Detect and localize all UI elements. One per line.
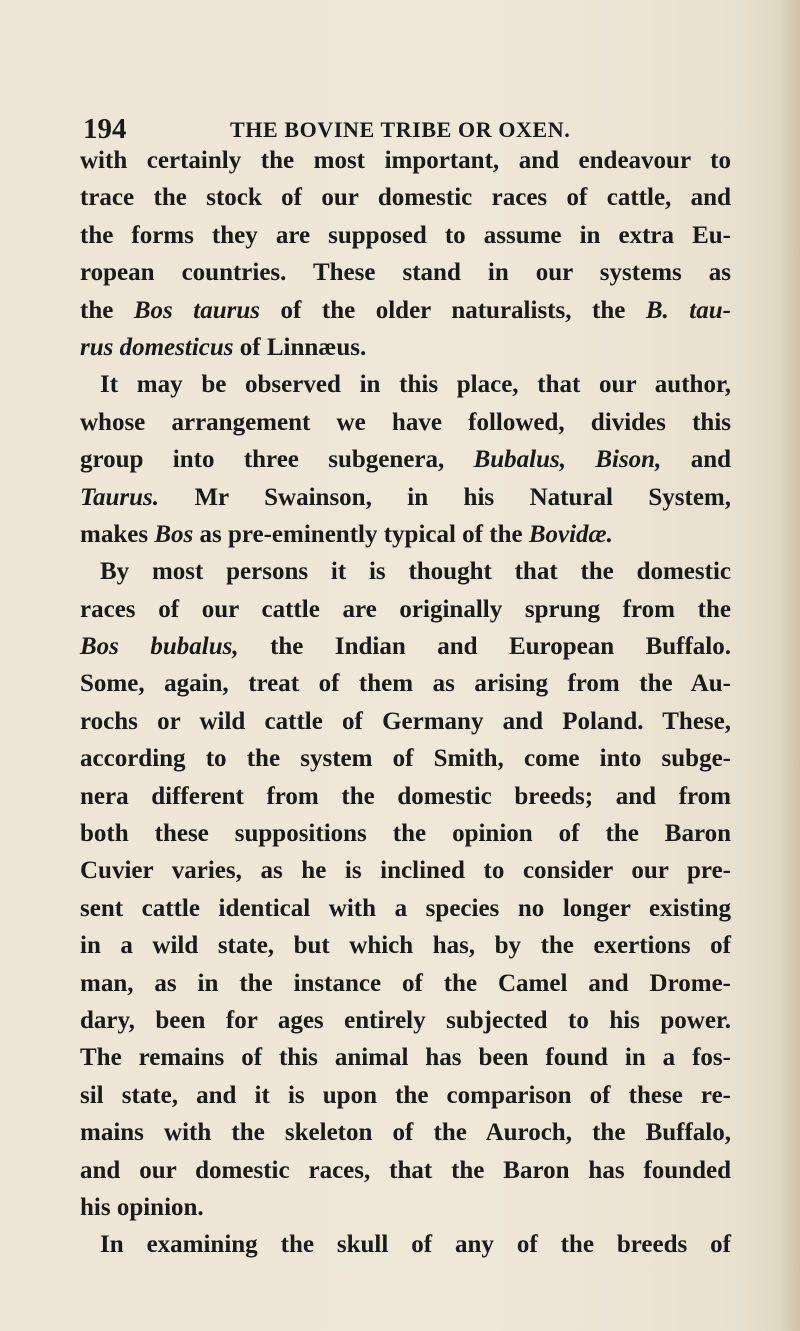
text-line: with certainly the most important, and endeavour to: [80, 147, 731, 174]
text-line: It may be observed in this place, that our author,: [100, 371, 731, 399]
text-line: in a wild state, but which has, by the exertions of: [80, 932, 731, 960]
page-number: 194: [83, 113, 127, 145]
running-title: THE BOVINE TRIBE OR OXEN.: [230, 117, 571, 142]
body-text: [80, 142, 731, 1264]
text-line: By most persons it is thought that the domestic: [100, 558, 731, 586]
text-line: races of our cattle are originally sprung from the: [80, 595, 731, 623]
text-line: nera different from the domestic breeds; and from: [80, 782, 731, 810]
text-line: sil state, and it is upon the comparison of these re-: [80, 1081, 731, 1109]
text-line: Taurus. Mr Swainson, in his Natural System,: [80, 483, 731, 511]
text-line: trace the stock of our domestic races of cattle, and: [80, 184, 731, 212]
text-line: Bos bubalus, the Indian and European Buffalo.: [80, 633, 731, 661]
page-edge-shadow: [778, 0, 800, 1331]
text-line: the forms they are supposed to assume in extra Eu-: [80, 221, 731, 249]
text-line: the Bos taurus of the older naturalists, the B. tau-: [80, 296, 731, 324]
text-line: whose arrangement we have followed, divides this: [80, 408, 731, 436]
text-line: and our domestic races, that the Baron has founded: [80, 1156, 731, 1184]
text-line: The remains of this animal has been found in a fos-: [80, 1044, 731, 1072]
text-line: ropean countries. These stand in our systems as: [80, 259, 731, 287]
subgenera-names: Bubalus, Bison,: [473, 446, 662, 474]
species-name: rus domesticus: [80, 333, 234, 361]
text-line: makes Bos as pre-eminently typical of the Bovidæ.: [80, 520, 613, 548]
text-line: Cuvier varies, as he is inclined to consider our pre-: [80, 857, 731, 885]
genus-name: Bos: [154, 520, 194, 548]
text-line: according to the system of Smith, come into subge-: [80, 745, 731, 773]
text-line: man, as in the instance of the Camel and Drome-: [80, 969, 731, 997]
text-line: In examining the skull of any of the breeds of: [100, 1231, 731, 1259]
text-line: both these suppositions the opinion of the Baron: [80, 820, 731, 848]
text-line: mains with the skeleton of the Auroch, the Buffalo,: [80, 1119, 731, 1147]
subgenus-name: Taurus.: [80, 483, 159, 511]
text-line: rochs or wild cattle of Germany and Poland. These,: [80, 707, 731, 735]
page-header: [0, 112, 800, 146]
text-line: Some, again, treat of them as arising from the Au-: [80, 670, 731, 698]
text-line: his opinion.: [80, 1193, 204, 1221]
species-name: Bos bubalus,: [80, 633, 239, 661]
family-name: Bovidæ.: [528, 520, 613, 548]
species-name: Bos taurus: [133, 296, 260, 324]
species-name: B. tau-: [645, 296, 731, 324]
text-line: rus domesticus of Linnæus.: [80, 333, 367, 361]
text-line: sent cattle identical with a species no longer existing: [80, 894, 731, 922]
text-line: dary, been for ages entirely subjected to his power.: [80, 1006, 731, 1034]
text-line: group into three subgenera, Bubalus, Bison, and: [80, 446, 732, 474]
